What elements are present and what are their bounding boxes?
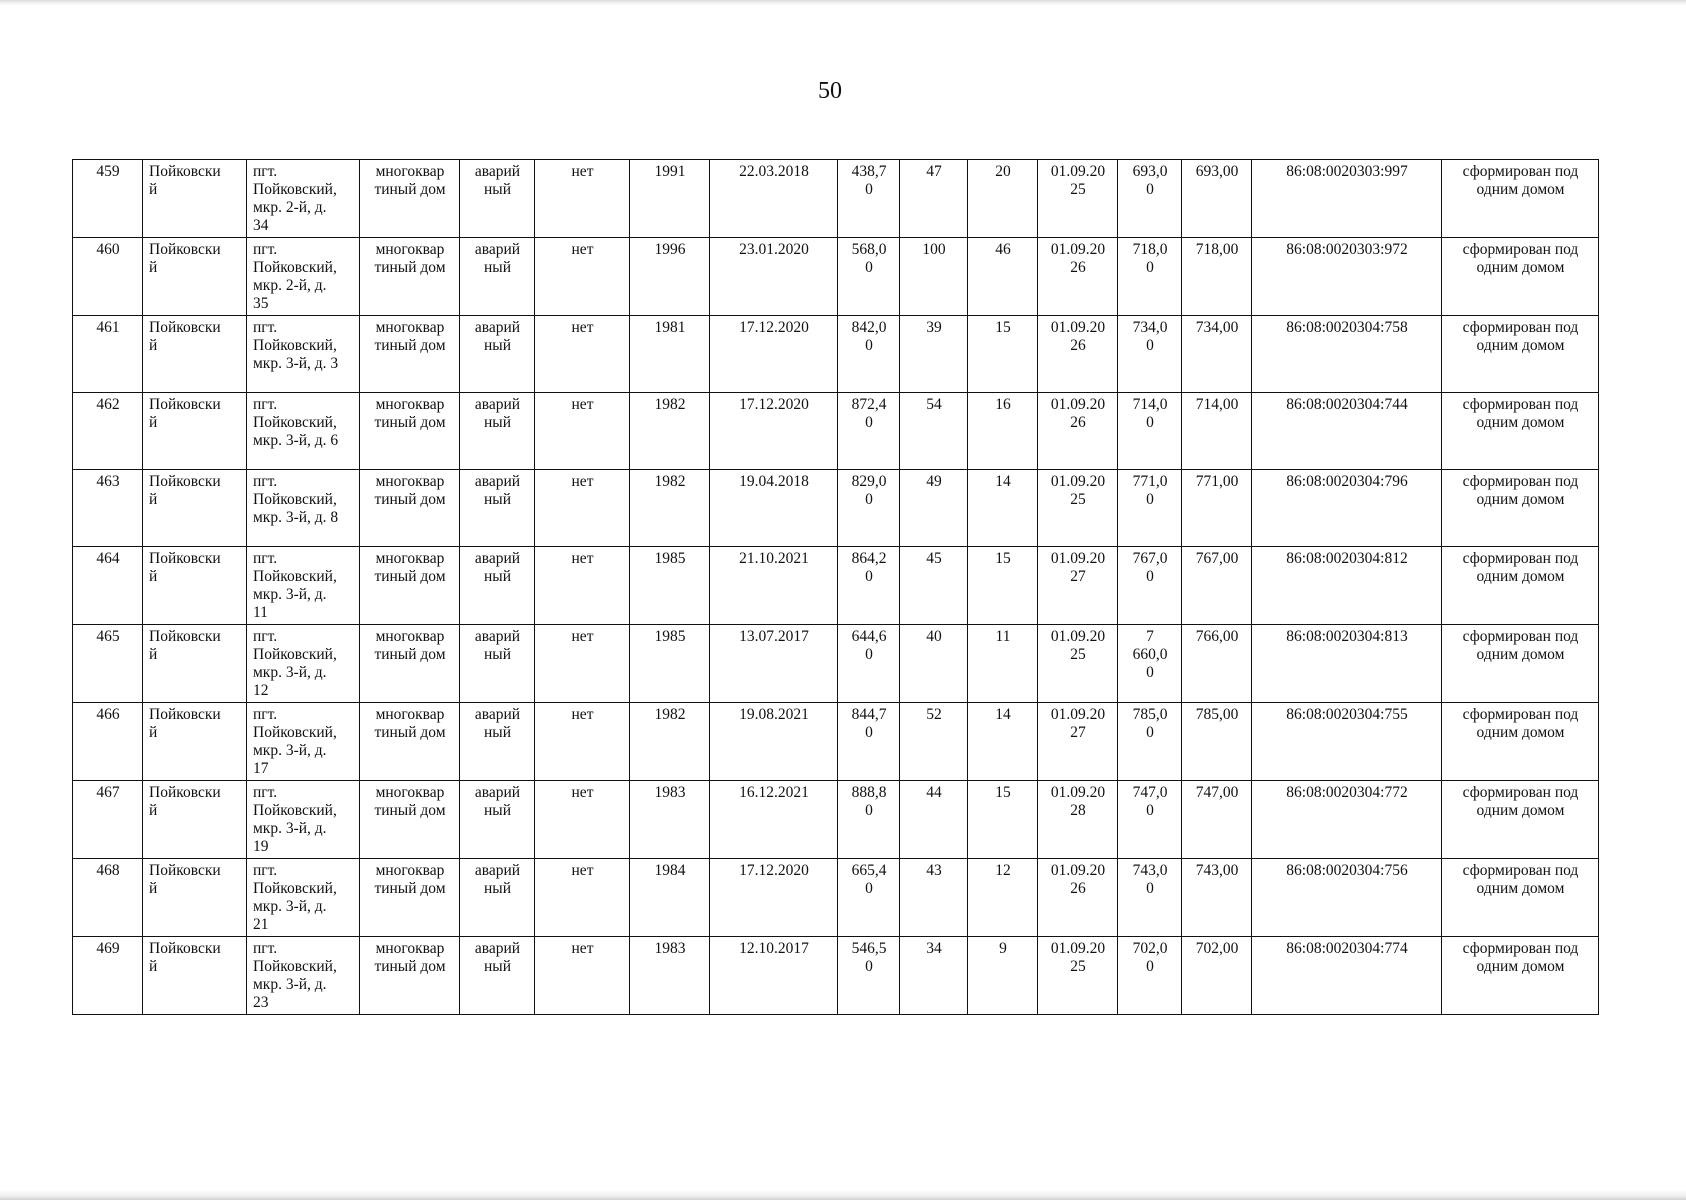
cell-condition: аварий ный xyxy=(460,547,535,625)
cell-address: пгт. Пойковский, мкр. 3-й, д. 3 xyxy=(247,316,360,393)
cell-cadastral-number: 86:08:0020304:796 xyxy=(1252,470,1442,547)
cell-row-number: 469 xyxy=(73,937,143,1015)
cell-condition: аварий ный xyxy=(460,238,535,316)
cell-cadastral-number: 86:08:0020304:756 xyxy=(1252,859,1442,937)
cell-cadastral-number: 86:08:0020304:744 xyxy=(1252,393,1442,470)
cell-plot-status: сформирован под одним домом xyxy=(1442,859,1599,937)
cell-rooms: 15 xyxy=(968,781,1038,859)
cell-rooms: 46 xyxy=(968,238,1038,316)
cell-relocation-deadline: 01.09.20 26 xyxy=(1038,238,1118,316)
cell-flag: нет xyxy=(535,238,630,316)
cell-construction-year: 1981 xyxy=(630,316,710,393)
cell-plot-status: сформирован под одним домом xyxy=(1442,160,1599,238)
cell-recognition-date: 16.12.2021 xyxy=(710,781,838,859)
cell-recognition-date: 17.12.2020 xyxy=(710,316,838,393)
cell-settlement: Пойковски й xyxy=(143,625,247,703)
cell-rooms: 15 xyxy=(968,316,1038,393)
cell-relocation-deadline: 01.09.20 26 xyxy=(1038,393,1118,470)
cell-address: пгт. Пойковский, мкр. 3-й, д. 19 xyxy=(247,781,360,859)
cell-row-number: 465 xyxy=(73,625,143,703)
table-row xyxy=(73,937,1599,1015)
table-row xyxy=(73,625,1599,703)
cell-row-number: 459 xyxy=(73,160,143,238)
cell-land-area: 747,0 0 xyxy=(1118,781,1182,859)
cell-settlement: Пойковски й xyxy=(143,160,247,238)
cell-cadastral-number: 86:08:0020304:755 xyxy=(1252,703,1442,781)
cell-land-area: 743,0 0 xyxy=(1118,859,1182,937)
cell-area: 438,7 0 xyxy=(838,160,900,238)
cell-area: 872,4 0 xyxy=(838,393,900,470)
cell-recognition-date: 13.07.2017 xyxy=(710,625,838,703)
table-row xyxy=(73,781,1599,859)
cell-construction-year: 1996 xyxy=(630,238,710,316)
cell-building-type: многоквар тиный дом xyxy=(360,160,460,238)
cell-settlement: Пойковски й xyxy=(143,316,247,393)
cell-residents: 40 xyxy=(900,625,968,703)
cell-land-area: 734,0 0 xyxy=(1118,316,1182,393)
cell-construction-year: 1983 xyxy=(630,781,710,859)
cell-building-type: многоквар тиный дом xyxy=(360,393,460,470)
table-row xyxy=(73,470,1599,547)
cell-plot-status: сформирован под одним домом xyxy=(1442,625,1599,703)
cell-area: 844,7 0 xyxy=(838,703,900,781)
cell-land-area-total: 743,00 xyxy=(1182,859,1252,937)
cell-settlement: Пойковски й xyxy=(143,781,247,859)
cell-flag: нет xyxy=(535,160,630,238)
cell-recognition-date: 19.08.2021 xyxy=(710,703,838,781)
table-row xyxy=(73,703,1599,781)
cell-row-number: 468 xyxy=(73,859,143,937)
page-number: 50 xyxy=(818,78,842,104)
cell-relocation-deadline: 01.09.20 26 xyxy=(1038,316,1118,393)
cell-plot-status: сформирован под одним домом xyxy=(1442,547,1599,625)
cell-building-type: многоквар тиный дом xyxy=(360,703,460,781)
cell-settlement: Пойковски й xyxy=(143,547,247,625)
cell-land-area-total: 771,00 xyxy=(1182,470,1252,547)
cell-recognition-date: 19.04.2018 xyxy=(710,470,838,547)
cell-cadastral-number: 86:08:0020303:997 xyxy=(1252,160,1442,238)
cell-settlement: Пойковски й xyxy=(143,238,247,316)
cell-address: пгт. Пойковский, мкр. 3-й, д. 23 xyxy=(247,937,360,1015)
cell-recognition-date: 17.12.2020 xyxy=(710,859,838,937)
cell-land-area-total: 702,00 xyxy=(1182,937,1252,1015)
cell-land-area-total: 734,00 xyxy=(1182,316,1252,393)
cell-land-area: 718,0 0 xyxy=(1118,238,1182,316)
cell-cadastral-number: 86:08:0020304:813 xyxy=(1252,625,1442,703)
cell-land-area: 702,0 0 xyxy=(1118,937,1182,1015)
cell-building-type: многоквар тиный дом xyxy=(360,781,460,859)
cell-residents: 44 xyxy=(900,781,968,859)
cell-plot-status: сформирован под одним домом xyxy=(1442,703,1599,781)
cell-settlement: Пойковски й xyxy=(143,393,247,470)
cell-land-area-total: 767,00 xyxy=(1182,547,1252,625)
cell-plot-status: сформирован под одним домом xyxy=(1442,470,1599,547)
cell-condition: аварий ный xyxy=(460,781,535,859)
cell-row-number: 462 xyxy=(73,393,143,470)
cell-flag: нет xyxy=(535,316,630,393)
cell-area: 829,0 0 xyxy=(838,470,900,547)
cell-condition: аварий ный xyxy=(460,625,535,703)
cell-area: 644,6 0 xyxy=(838,625,900,703)
cell-rooms: 14 xyxy=(968,470,1038,547)
cell-rooms: 11 xyxy=(968,625,1038,703)
cell-residents: 34 xyxy=(900,937,968,1015)
cell-condition: аварий ный xyxy=(460,393,535,470)
cell-settlement: Пойковски й xyxy=(143,470,247,547)
cell-address: пгт. Пойковский, мкр. 3-й, д. 17 xyxy=(247,703,360,781)
cell-land-area: 771,0 0 xyxy=(1118,470,1182,547)
table-row xyxy=(73,393,1599,470)
table-row xyxy=(73,316,1599,393)
cell-rooms: 20 xyxy=(968,160,1038,238)
cell-cadastral-number: 86:08:0020303:972 xyxy=(1252,238,1442,316)
housing-registry-table xyxy=(72,159,1599,1015)
cell-recognition-date: 23.01.2020 xyxy=(710,238,838,316)
scan-edge-top xyxy=(0,0,1686,6)
cell-land-area-total: 747,00 xyxy=(1182,781,1252,859)
cell-rooms: 15 xyxy=(968,547,1038,625)
cell-land-area: 785,0 0 xyxy=(1118,703,1182,781)
cell-construction-year: 1985 xyxy=(630,625,710,703)
cell-building-type: многоквар тиный дом xyxy=(360,625,460,703)
cell-flag: нет xyxy=(535,703,630,781)
cell-address: пгт. Пойковский, мкр. 3-й, д. 11 xyxy=(247,547,360,625)
table-row xyxy=(73,859,1599,937)
cell-relocation-deadline: 01.09.20 25 xyxy=(1038,937,1118,1015)
cell-recognition-date: 21.10.2021 xyxy=(710,547,838,625)
cell-row-number: 463 xyxy=(73,470,143,547)
cell-land-area-total: 718,00 xyxy=(1182,238,1252,316)
cell-construction-year: 1982 xyxy=(630,470,710,547)
cell-construction-year: 1982 xyxy=(630,703,710,781)
cell-recognition-date: 22.03.2018 xyxy=(710,160,838,238)
cell-cadastral-number: 86:08:0020304:758 xyxy=(1252,316,1442,393)
cell-condition: аварий ный xyxy=(460,160,535,238)
cell-address: пгт. Пойковский, мкр. 2-й, д. 35 xyxy=(247,238,360,316)
cell-plot-status: сформирован под одним домом xyxy=(1442,238,1599,316)
cell-condition: аварий ный xyxy=(460,703,535,781)
cell-condition: аварий ный xyxy=(460,316,535,393)
cell-cadastral-number: 86:08:0020304:812 xyxy=(1252,547,1442,625)
cell-land-area-total: 785,00 xyxy=(1182,703,1252,781)
cell-plot-status: сформирован под одним домом xyxy=(1442,781,1599,859)
cell-relocation-deadline: 01.09.20 26 xyxy=(1038,859,1118,937)
cell-plot-status: сформирован под одним домом xyxy=(1442,316,1599,393)
cell-address: пгт. Пойковский, мкр. 3-й, д. 6 xyxy=(247,393,360,470)
table-body xyxy=(73,160,1599,1015)
cell-condition: аварий ный xyxy=(460,859,535,937)
cell-area: 665,4 0 xyxy=(838,859,900,937)
cell-settlement: Пойковски й xyxy=(143,859,247,937)
cell-flag: нет xyxy=(535,781,630,859)
cell-residents: 52 xyxy=(900,703,968,781)
cell-rooms: 16 xyxy=(968,393,1038,470)
cell-rooms: 12 xyxy=(968,859,1038,937)
cell-land-area: 767,0 0 xyxy=(1118,547,1182,625)
cell-row-number: 466 xyxy=(73,703,143,781)
cell-area: 864,2 0 xyxy=(838,547,900,625)
table-row xyxy=(73,160,1599,238)
cell-building-type: многоквар тиный дом xyxy=(360,859,460,937)
cell-row-number: 461 xyxy=(73,316,143,393)
cell-plot-status: сформирован под одним домом xyxy=(1442,393,1599,470)
cell-residents: 100 xyxy=(900,238,968,316)
cell-building-type: многоквар тиный дом xyxy=(360,238,460,316)
cell-relocation-deadline: 01.09.20 27 xyxy=(1038,703,1118,781)
cell-land-area: 693,0 0 xyxy=(1118,160,1182,238)
cell-relocation-deadline: 01.09.20 28 xyxy=(1038,781,1118,859)
cell-area: 842,0 0 xyxy=(838,316,900,393)
cell-land-area-total: 714,00 xyxy=(1182,393,1252,470)
cell-relocation-deadline: 01.09.20 25 xyxy=(1038,160,1118,238)
cell-area: 888,8 0 xyxy=(838,781,900,859)
cell-flag: нет xyxy=(535,547,630,625)
table-row xyxy=(73,547,1599,625)
cell-flag: нет xyxy=(535,393,630,470)
cell-building-type: многоквар тиный дом xyxy=(360,937,460,1015)
cell-plot-status: сформирован под одним домом xyxy=(1442,937,1599,1015)
cell-flag: нет xyxy=(535,859,630,937)
cell-row-number: 467 xyxy=(73,781,143,859)
cell-construction-year: 1984 xyxy=(630,859,710,937)
cell-flag: нет xyxy=(535,625,630,703)
cell-row-number: 460 xyxy=(73,238,143,316)
cell-rooms: 9 xyxy=(968,937,1038,1015)
cell-residents: 49 xyxy=(900,470,968,547)
cell-condition: аварий ный xyxy=(460,470,535,547)
cell-condition: аварий ный xyxy=(460,937,535,1015)
cell-area: 546,5 0 xyxy=(838,937,900,1015)
scan-edge-bottom xyxy=(0,1190,1686,1200)
cell-address: пгт. Пойковский, мкр. 3-й, д. 8 xyxy=(247,470,360,547)
cell-address: пгт. Пойковский, мкр. 3-й, д. 12 xyxy=(247,625,360,703)
cell-building-type: многоквар тиный дом xyxy=(360,470,460,547)
cell-flag: нет xyxy=(535,937,630,1015)
cell-land-area-total: 693,00 xyxy=(1182,160,1252,238)
cell-area: 568,0 0 xyxy=(838,238,900,316)
cell-residents: 47 xyxy=(900,160,968,238)
cell-recognition-date: 17.12.2020 xyxy=(710,393,838,470)
cell-residents: 43 xyxy=(900,859,968,937)
cell-building-type: многоквар тиный дом xyxy=(360,547,460,625)
cell-cadastral-number: 86:08:0020304:772 xyxy=(1252,781,1442,859)
cell-construction-year: 1985 xyxy=(630,547,710,625)
cell-land-area-total: 766,00 xyxy=(1182,625,1252,703)
cell-recognition-date: 12.10.2017 xyxy=(710,937,838,1015)
cell-building-type: многоквар тиный дом xyxy=(360,316,460,393)
cell-residents: 54 xyxy=(900,393,968,470)
cell-row-number: 464 xyxy=(73,547,143,625)
cell-relocation-deadline: 01.09.20 25 xyxy=(1038,470,1118,547)
cell-construction-year: 1983 xyxy=(630,937,710,1015)
cell-flag: нет xyxy=(535,470,630,547)
table-row xyxy=(73,238,1599,316)
cell-land-area: 7 660,0 0 xyxy=(1118,625,1182,703)
cell-address: пгт. Пойковский, мкр. 3-й, д. 21 xyxy=(247,859,360,937)
cell-settlement: Пойковски й xyxy=(143,703,247,781)
cell-residents: 39 xyxy=(900,316,968,393)
cell-relocation-deadline: 01.09.20 25 xyxy=(1038,625,1118,703)
cell-settlement: Пойковски й xyxy=(143,937,247,1015)
cell-residents: 45 xyxy=(900,547,968,625)
cell-rooms: 14 xyxy=(968,703,1038,781)
cell-construction-year: 1982 xyxy=(630,393,710,470)
cell-land-area: 714,0 0 xyxy=(1118,393,1182,470)
cell-relocation-deadline: 01.09.20 27 xyxy=(1038,547,1118,625)
cell-address: пгт. Пойковский, мкр. 2-й, д. 34 xyxy=(247,160,360,238)
cell-construction-year: 1991 xyxy=(630,160,710,238)
cell-cadastral-number: 86:08:0020304:774 xyxy=(1252,937,1442,1015)
